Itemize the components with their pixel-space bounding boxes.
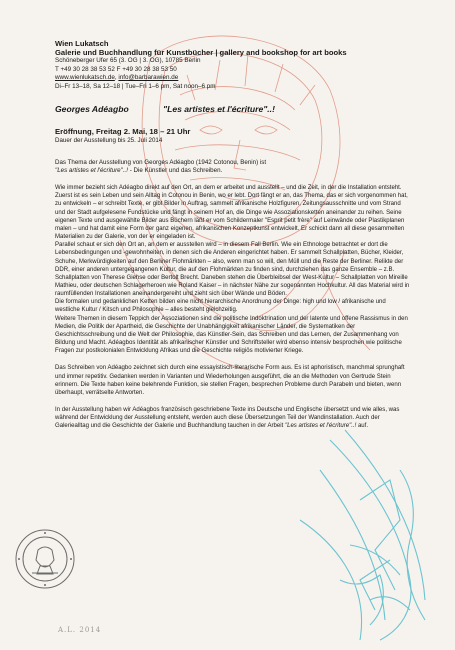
paragraph-5: Das Schreiben von Adéagbo zeichnet sich durch eine essayistisch-literarische Form aus. Es ist aphoristisch, manchmal sprunghaft und immer repetitiv. Gedanken werden in Varianten und Wiederholungen ausgeführt, die an die Methoden von Gertrude Stein erinnern. Die Texte haben keine belehrende Funktion, sie stellen Fragen, besprechen Probleme durch Parabeln und bieten, wenn überhaupt, verrätselte Antworten. [55,365,405,396]
intro-rest: - Die Künstler und das Schreiben. [127,166,223,174]
paragraph-1: Wie immer bezieht sich Adéagbo direkt auf den Ort, an dem er arbeitet und ausstellt – und die Zeit, in der die Installation entsteht. Zuerst ist es sein Leben und sein Alltag in Cotonou in Benin, wo er lebt. Dort fängt er an, das Thema, das er sich vorgenommen hat, zu entwickeln – er schreibt Texte, er gibt Bilder in Auftrag, sammelt afrikanische Holzfiguren, Zeitungsausschnitte und vom Strand und der Stadt aufgelesene Fundstücke und fängt in seinem Hof an, die Dinge wie Assoziationsketten aneinander zu reihen. Seine eigenen Texte und ausgewählte Bilder aus Büchern läßt er vom Schildermaler "Esprit petit frère" auf Leinwände oder Plastikplanen malen – und hat damit eine Form der ganz eigenen, afrikanischen Konzeptkunst entwickelt. Er schickt dann all diese gesammelten Materialien zu der Galerie, von der er eingeladen ist. [55,185,408,241]
intro-line-1: Das Thema der Ausstellung von Georges Adéagbo (1942 Cotonou, Benin) ist [55,158,267,166]
document-body [55,39,410,431]
opening-date: Eröffnung, Freitag 2. Mai, 18 – 21 Uhr [55,127,191,137]
intro-line-2 [55,167,410,175]
opening-hours: Di–Fr 13–18, Sa 12–18 | Tue–Fri 1–6 pm, Sat noon–6 pm [55,82,216,90]
exhibition-duration: Dauer der Ausstellung bis 25. Juli 2014 [55,136,163,144]
paragraph-2: Parallel schaut er sich den Ort an, an dem er ausstellen wird – in diesem Fall Berlin. Wie ein Ethnologe betrachtet er dort die Lebensbedingungen und -gewohnheiten, in denen sich die Anderen eingerichtet haben. Er sammelt Schallplatten, Bücher, Kleider, Schuhe, Merkwürdigkeiten auf den Berliner Flohmärkten – also, wenn man so will, den Müll und die Reste der Berliner. Relikte der DDR, einer anderen untergegangenen Kultur, die auf den Flohmärkten zu finden sind, durchziehen das ganze Ensemble – z.B. Schallplatten von Therese Giehse oder Bertolt Brecht. Daneben stehen die Überbleibsel der West-Kultur – Schallplatten von Mireille Mathieu, oder deutschen Schlagerheroen wie Roland Kaiser – in nächster Nähe zur sogenannten Hochkultur. All das Material wird in raumfüllenden Installationen aneinandergereiht und zieht sich über Wände und Böden. [55,242,410,298]
handwritten-note: A.L. 2014 [58,626,102,634]
phone-fax: T +49 30 28 38 53 52 F +49 30 28 38 53 50 [55,65,177,73]
paragraph-6-text: In der Ausstellung haben wir Adéagbos französisch geschriebene Texte ins Deutsche und Englische übersetzt und wie alles, was während der Entwicklung der Ausstellung entsteht, werden auch diese Übersetzungen Teil der Wandinstallation. Auch der Galeriealltag und die Geschichte der Galerie und Buchhandlung tauchen in der Arbeit [55,407,400,430]
gallery-stamp [14,528,76,590]
paragraph-6-end: auf. [356,423,369,430]
email-link[interactable]: info@barbarawien.de [118,74,179,82]
letterhead [55,39,410,91]
gallery-subtitle: Galerie und Buchhandlung für Kunstbücher | gallery and bookshop for art books [55,48,347,58]
paragraph-6-title: "Les artistes et l'écriture"..! [284,423,357,430]
paragraph-6 [55,406,410,430]
website-link[interactable]: www.wienlukatsch.de [55,74,115,82]
paragraph-3: Die formalen und gedanklichen Ketten bilden eine nicht hierarchische Anordnung der Dinge: high und low / afrikanische und westliche Kultur / Kitsch und Philosophie – alles besteht gleichzeitig. [55,299,386,314]
intro-paragraph [55,159,410,175]
artist-name: Georges Adéagbo [55,104,129,115]
address: Schöneberger Ufer 65 (3. OG | 3. OG), 10785 Berlin [55,57,201,65]
exhibition-title: "Les artistes et l'écriture"..! [163,104,275,115]
web-email-line: www.wienlukatsch.de, info@barbarawien.de [55,74,179,82]
exhibition-title-row [55,104,410,115]
intro-title: "Les artistes et l'écriture"..! [55,166,128,174]
paragraph-4: Weitere Themen in diesem Teppich der Assoziationen sind die politische Indoktrination und der latente und offene Rassismus in den Medien, die Politik der Apartheid, die Geschichte der Unabhängigkeit afrikanischer Länder, die Systematiken der Geschichtsschreibung und die Welt der Philosophie, das Künstler-Sein, das Schreiben und das Lernen, der Zusammenhang von Bildung und Macht. Adéagbos Identität als afrikanischer Künstler und Schriftsteller wird ebenso intensiv besprochen wie politische Fragen zur postkolonialen Entwicklung Afrikas und die Geschichte religiös motivierter Kriege. [55,315,408,355]
gallery-name: Wien Lukatsch [55,39,109,48]
